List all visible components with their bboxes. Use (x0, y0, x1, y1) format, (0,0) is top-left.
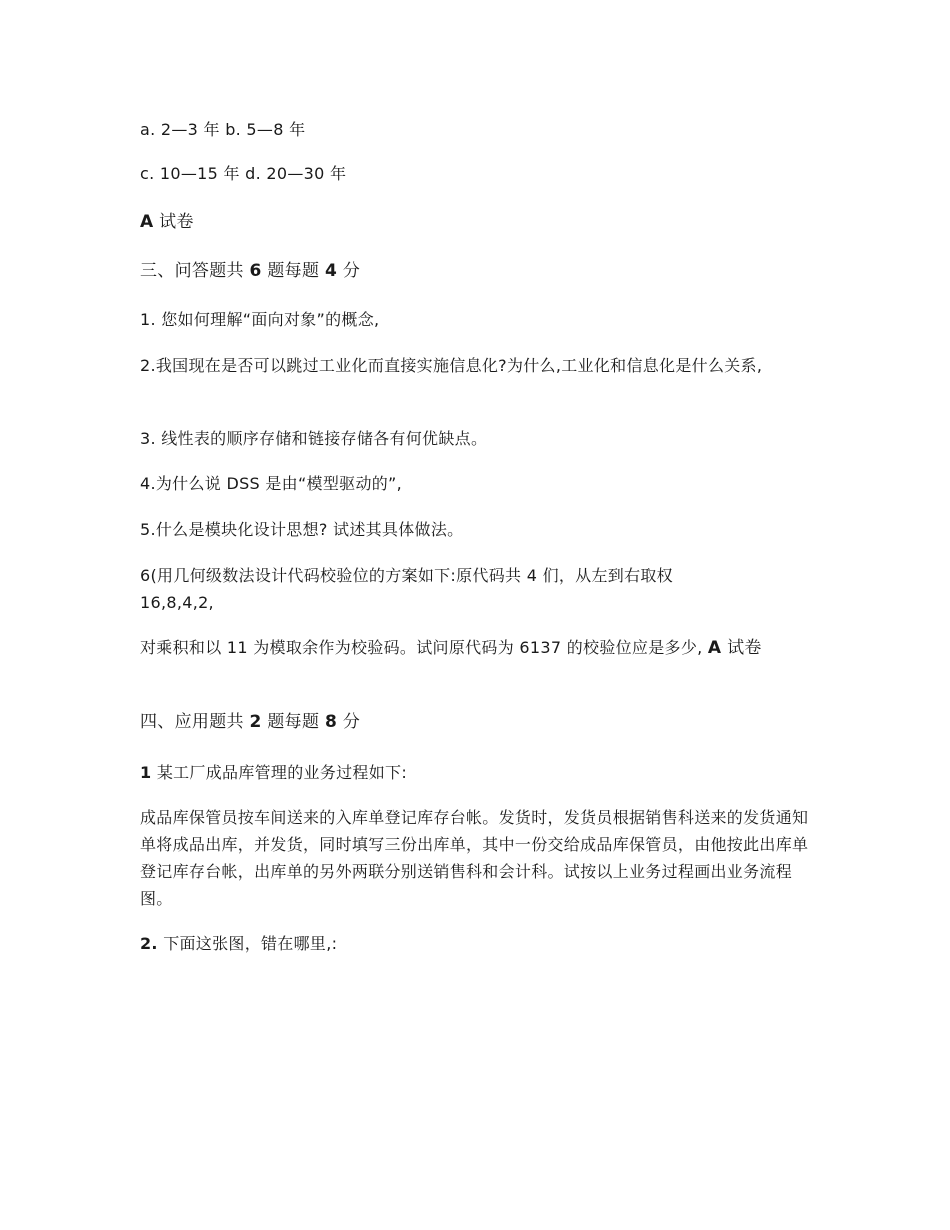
application-2-heading (140, 930, 812, 957)
question-5: 5.什么是模块化设计思想? 试述其具体做法。 (140, 520, 464, 539)
question-6-line-2: 16,8,4,2, (140, 593, 214, 612)
question-2: 2.我国现在是否可以跳过工业化而直接实施信息化?为什么,工业化和信息化是什么关系, (140, 356, 763, 375)
paper-a-label (140, 209, 812, 236)
question-6-line-1: 6(用几何级数法设计代码校验位的方案如下:原代码共 4 们，从左到右取权 (140, 566, 673, 585)
question-6-text: 对乘积和以 11 为模取余作为校验码。试问原代码为 6137 的校验位应是多少, (140, 638, 708, 657)
question-4: 4.为什么说 DSS 是由“模型驱动的”, (140, 474, 403, 493)
question-6-paper-text: 试卷 (721, 638, 762, 658)
question-1: 1. 您如何理解“面向对象”的概念, (140, 310, 380, 329)
application-2-title: 下面这张图，错在哪里,: (157, 934, 338, 953)
application-2-number: 2. (140, 934, 158, 953)
section-3-suffix: 分 (337, 261, 361, 281)
question-6-continuation (140, 634, 812, 662)
section-3-heading (140, 258, 812, 285)
application-1-heading (140, 759, 812, 786)
section-4-count: 2 (249, 712, 262, 732)
question-6-paper-letter: A (707, 638, 722, 658)
paper-a-text: 试卷 (153, 212, 194, 232)
section-4-mid: 题每题 (261, 712, 325, 732)
section-3-count: 6 (249, 261, 262, 281)
section-4-score: 8 (324, 712, 338, 732)
options-a-b: a. 2—3 年 b. 5—8 年 (140, 120, 306, 139)
application-1-body: 成品库保管员按车间送来的入库单登记库存台帐。发货时，发货员根据销售科送来的发货通知单将成品出库，并发货，同时填写三份出库单，其中一份交给成品库保管员，由他按此出库单登记库存台帐，出库单的另外两联分别送销售科和会计科。试按以上业务过程画出业务流程图。 (140, 808, 809, 908)
section-4-heading (140, 709, 812, 736)
options-c-d: c. 10—15 年 d. 20—30 年 (140, 164, 347, 183)
paper-a-letter: A (140, 212, 154, 232)
application-1-number: 1 (140, 763, 152, 782)
application-1-title: 某工厂成品库管理的业务过程如下: (151, 763, 408, 782)
section-3-prefix: 三、问答题共 (140, 261, 250, 281)
section-4-suffix: 分 (337, 712, 361, 732)
section-4-prefix: 四、应用题共 (140, 712, 250, 732)
section-3-mid: 题每题 (261, 261, 325, 281)
question-3: 3. 线性表的顺序存储和链接存储各有何优缺点。 (140, 429, 488, 448)
section-3-score: 4 (324, 261, 338, 281)
